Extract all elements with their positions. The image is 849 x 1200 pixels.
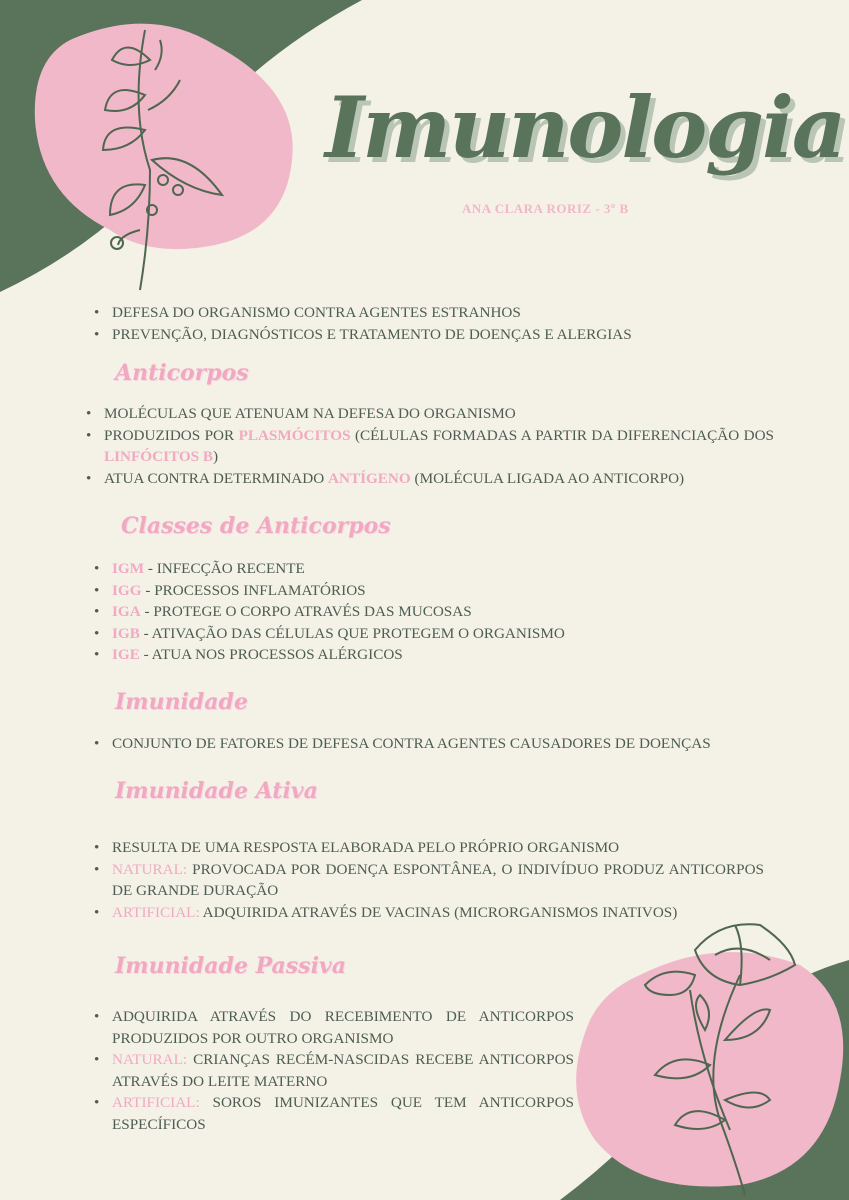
pink-blob-bottom-right xyxy=(576,952,843,1186)
heading-imunidade-ativa: Imunidade Ativa xyxy=(115,778,318,804)
item-text: - ATIVAÇÃO DAS CÉLULAS QUE PROTEGEM O ORGANISMO xyxy=(139,624,565,642)
highlighted-term: NATURAL: xyxy=(112,1051,188,1069)
intro-list xyxy=(94,302,714,345)
heading-imunidade-passiva: Imunidade Passiva xyxy=(115,953,346,979)
highlighted-term: PLASMÓCITOS xyxy=(238,426,351,444)
item-text: RESULTA DE UMA RESPOSTA ELABORADA PELO PRÓPRIO ORGANISMO xyxy=(112,839,620,856)
classes-list xyxy=(94,558,714,666)
item-text: - ATUA NOS PROCESSOS ALÉRGICOS xyxy=(139,646,403,664)
list-item xyxy=(94,859,764,902)
page-title: Imunologia xyxy=(325,78,845,177)
list-item xyxy=(94,601,714,623)
list-item xyxy=(94,558,714,580)
item-text: ADQUIRIDA ATRAVÉS DO RECEBIMENTO DE ANTICORPOS PRODUZIDOS POR OUTRO ORGANISMO xyxy=(112,1008,574,1047)
item-text: DEFESA DO ORGANISMO CONTRA AGENTES ESTRANHOS xyxy=(112,304,521,321)
anticorpos-list xyxy=(86,403,774,489)
item-text: - INFECÇÃO RECENTE xyxy=(144,560,305,577)
highlighted-term: IGA xyxy=(112,603,141,621)
item-text: CRIANÇAS RECÉM-NASCIDAS RECEBE ANTICORPOS ATRAVÉS DO LEITE MATERNO xyxy=(112,1051,574,1090)
item-text: ATUA CONTRA DETERMINADO xyxy=(104,469,329,487)
item-text: PRODUZIDOS POR xyxy=(104,426,239,444)
list-item xyxy=(94,837,764,859)
item-text: ) xyxy=(213,448,219,466)
highlighted-term: IGM xyxy=(112,560,145,577)
list-item xyxy=(94,644,714,666)
item-text: (CÉLULAS FORMADAS A PARTIR DA DIFERENCIAÇÃO DOS xyxy=(350,426,774,444)
list-item xyxy=(94,302,714,324)
item-text: PROVOCADA POR DOENÇA ESPONTÂNEA, O INDIVÍDUO PRODUZ ANTICORPOS DE GRANDE DURAÇÃO xyxy=(112,860,764,900)
highlighted-term: IGB xyxy=(112,624,140,642)
item-text: MOLÉCULAS QUE ATENUAM NA DEFESA DO ORGANISMO xyxy=(104,405,516,422)
list-item xyxy=(94,1049,574,1092)
list-item xyxy=(94,1006,574,1049)
author-subtitle: ANA CLARA RORIZ - 3º B xyxy=(462,201,629,216)
list-item xyxy=(94,1092,574,1135)
list-item xyxy=(86,468,774,490)
highlighted-term: IGE xyxy=(112,646,140,664)
list-item xyxy=(86,425,774,468)
item-text: - PROCESSOS INFLAMATÓRIOS xyxy=(141,581,366,599)
imunidade-passiva-list xyxy=(94,1006,574,1136)
item-text: - PROTEGE O CORPO ATRAVÉS DAS MUCOSAS xyxy=(140,603,472,621)
highlighted-term: IGG xyxy=(112,581,142,599)
imunidade-list xyxy=(94,733,774,755)
list-item xyxy=(94,580,714,602)
list-item xyxy=(94,733,774,755)
highlighted-term: LINFÓCITOS B xyxy=(104,448,214,466)
heading-anticorpos: Anticorpos xyxy=(115,360,249,386)
list-item xyxy=(94,623,714,645)
heading-classes-anticorpos: Classes de Anticorpos xyxy=(121,513,391,539)
list-item xyxy=(86,403,774,425)
imunidade-ativa-list xyxy=(94,837,764,923)
highlighted-term: ARTIFICIAL: xyxy=(112,1094,200,1112)
highlighted-term: NATURAL: xyxy=(112,860,188,878)
list-item xyxy=(94,324,714,346)
highlighted-term: ANTÍGENO xyxy=(328,469,411,487)
heading-imunidade: Imunidade xyxy=(115,689,248,715)
highlighted-term: ARTIFICIAL: xyxy=(112,903,200,921)
list-item xyxy=(94,902,764,924)
item-text: SOROS IMUNIZANTES QUE TEM ANTICORPOS ESPECÍFICOS xyxy=(112,1094,574,1133)
item-text: (MOLÉCULA LIGADA AO ANTICORPO) xyxy=(410,469,685,487)
item-text: PREVENÇÃO, DIAGNÓSTICOS E TRATAMENTO DE DOENÇAS E ALERGIAS xyxy=(112,325,632,343)
item-text: ADQUIRIDA ATRAVÉS DE VACINAS (MICRORGANISMOS INATIVOS) xyxy=(199,903,678,921)
item-text: CONJUNTO DE FATORES DE DEFESA CONTRA AGENTES CAUSADORES DE DOENÇAS xyxy=(112,735,711,752)
